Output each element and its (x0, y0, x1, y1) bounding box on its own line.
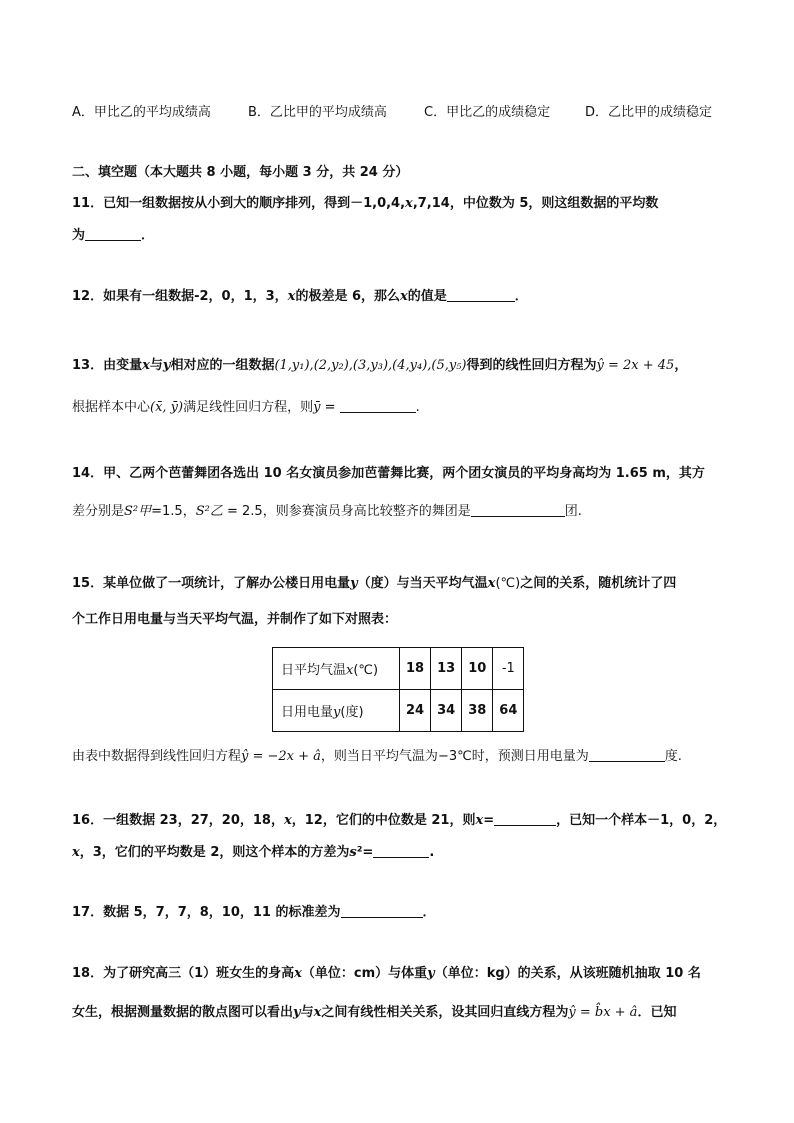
answer-blank[interactable] (589, 747, 665, 762)
q17-line: 17．数据 5，7，7，8，10，11 的标准差为 ． (72, 905, 436, 920)
answer-blank[interactable] (85, 226, 141, 241)
q13-line1: 13．由变量x与y相对应的一组数据(1,y₁),(2,y₂),(3,y₃),(4,y₄),(5,y₅)得到的线性回归方程为ŷ = 2x + 45， (72, 358, 688, 373)
q14-line2: 差分别是S²甲=1.5，S²乙 = 2.5，则参赛演员身高比较整齐的舞团是 团. (72, 504, 582, 519)
q15-line3: 由表中数据得到线性回归方程ŷ = −2x + â，则当日平均气温为−3℃时，预测日用电量为 度. (72, 749, 682, 764)
q18-line1: 18．为了研究高三（1）班女生的身高x（单位：cm）与体重y（单位：kg）的关系，从该班随机抽取 10 名 (72, 966, 701, 981)
option-a: A．甲比乙的平均成绩高 (72, 105, 211, 120)
q15-line2: 个工作日用电量与当天平均气温，并制作了如下对照表： (72, 612, 398, 627)
q14-line1: 14．甲、乙两个芭蕾舞团各选出 10 名女演员参加芭蕾舞比赛，两个团女演员的平均身高均为 1.65 m，其方 (72, 466, 705, 481)
table-row (273, 648, 524, 690)
table-cell: 18 (400, 648, 431, 690)
q16-line1: 16．一组数据 23，27，20，18，x，12，它们的中位数是 21，则x= ，已知一个样本－1，0，2， (72, 813, 727, 828)
q11-line1: 11．已知一组数据按从小到大的顺序排列，得到－1,0,4,x,7,14，中位数为 5，则这组数据的平均数 (72, 196, 659, 211)
q12-line: 12．如果有一组数据-2，0，1，3，x的极差是 6，那么x的值是 ． (72, 289, 528, 304)
q11-line2: 为 ． (72, 228, 155, 243)
table-header-cell: 日平均气温x(℃) (273, 648, 400, 690)
option-b: B．乙比甲的平均成绩高 (248, 105, 387, 120)
table-cell: -1 (493, 648, 524, 690)
option-c: C．甲比乙的成绩稳定 (424, 105, 551, 120)
table-cell: 38 (462, 690, 493, 732)
answer-blank[interactable] (341, 903, 423, 918)
table-cell: 10 (462, 648, 493, 690)
section-title: 二、填空题（本大题共 8 小题，每小题 3 分，共 24 分） (72, 165, 409, 180)
q15-line1: 15．某单位做了一项统计，了解办公楼日用电量y（度）与当天平均气温x(℃)之间的关系，随机统计了四 (72, 576, 677, 591)
q16-line2: x，3，它们的平均数是 2，则这个样本的方差为s²= . (72, 845, 435, 860)
table-cell: 34 (431, 690, 462, 732)
answer-blank[interactable] (340, 398, 416, 413)
table-row (273, 690, 524, 732)
q13-line2: 根据样本中心(x̄, ȳ)满足线性回归方程，则ȳ = . (72, 400, 420, 415)
table-header-cell: 日用电量y(度) (273, 690, 400, 732)
data-table (272, 647, 524, 732)
table-cell: 24 (400, 690, 431, 732)
answer-blank[interactable] (373, 843, 429, 858)
option-d: D．乙比甲的成绩稳定 (585, 105, 713, 120)
answer-blank[interactable] (447, 287, 515, 302)
answer-blank[interactable] (471, 502, 565, 517)
table-cell: 13 (431, 648, 462, 690)
table-cell: 64 (493, 690, 524, 732)
q18-line2: 女生，根据测量数据的散点图可以看出y与x之间有线性相关关系，设其回归直线方程为ŷ = b̂x + â．已知 (72, 1005, 677, 1020)
answer-blank[interactable] (494, 811, 556, 826)
